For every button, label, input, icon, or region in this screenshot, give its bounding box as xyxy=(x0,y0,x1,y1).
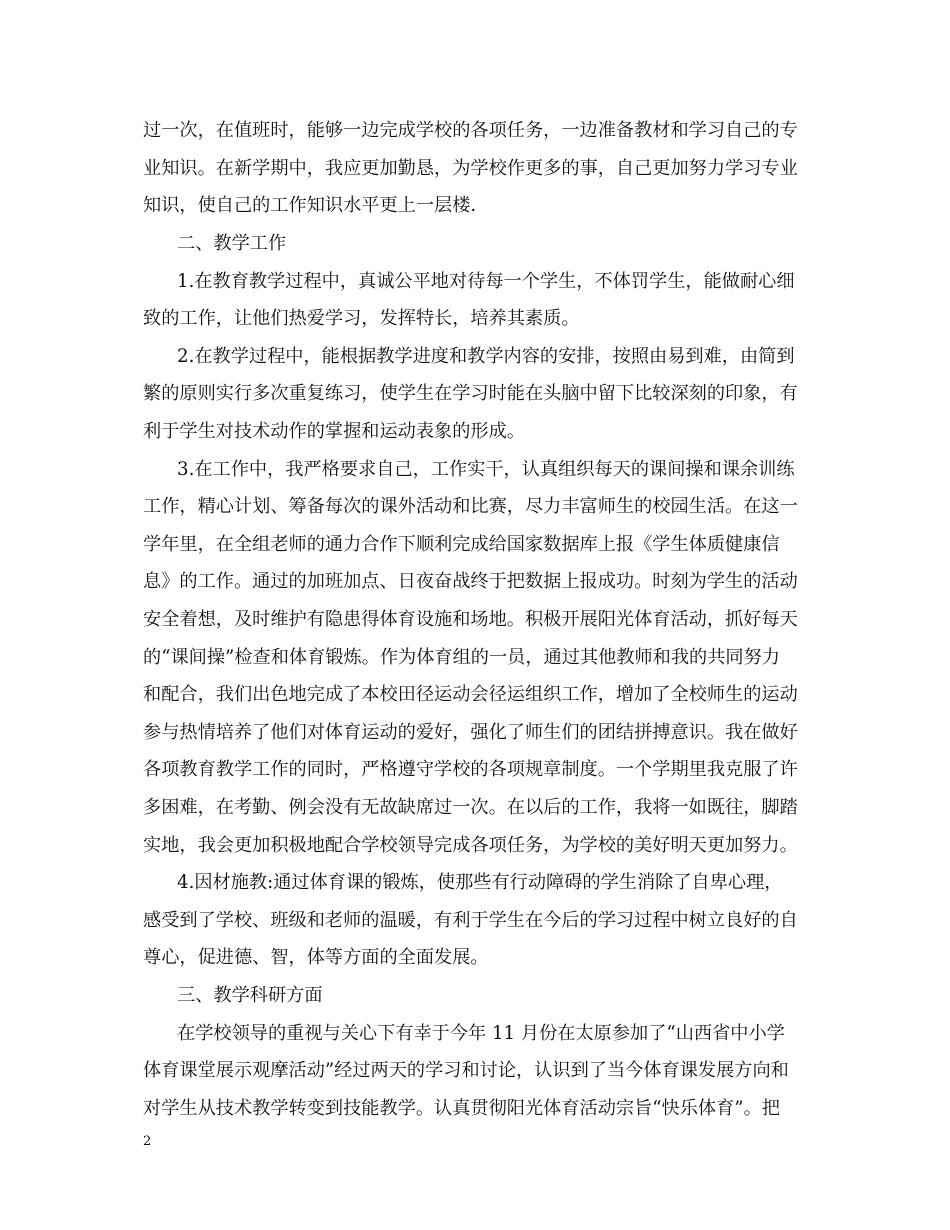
body-text-line: 尊心，促进德、智，体等方面的全面发展。 xyxy=(143,947,489,968)
paragraph-line: 在学校领导的重视与关心下有幸于今年 11 月份在太原参加了“山西省中小学 xyxy=(177,1023,785,1044)
numbered-paragraph-line: 2.在教学过程中，能根据教学进度和教学内容的安排，按照由易到难，由简到 xyxy=(177,346,795,367)
section-heading: 三、教学科研方面 xyxy=(177,985,323,1006)
section-heading: 二、教学工作 xyxy=(177,233,287,254)
body-text-line: 的“课间操”检查和体育锻炼。作为体育组的一员，通过其他教师和我的共同努力 xyxy=(143,647,780,668)
body-text-line: 多困难，在考勤、例会没有无故缺席过一次。在以后的工作，我将一如既往，脚踏 xyxy=(143,797,798,818)
body-text-line: 和配合，我们出色地完成了本校田径运动会径运组织工作，增加了全校师生的运动 xyxy=(143,684,798,705)
body-text-line: 业知识。在新学期中，我应更加勤恳，为学校作更多的事，自己更加努力学习专业 xyxy=(143,158,798,179)
numbered-paragraph-line: 1.在教育教学过程中，真诚公平地对待每一个学生，不体罚学生，能做耐心细 xyxy=(177,271,795,292)
numbered-paragraph-line: 3.在工作中，我严格要求自己，工作实干，认真组织每天的课间操和课余训练 xyxy=(177,459,795,480)
body-text-line: 体育课堂展示观摩活动”经过两天的学习和讨论，认识到了当今体育课发展方向和 xyxy=(143,1060,789,1081)
body-text-line: 工作，精心计划、筹备每次的课外活动和比赛，尽力丰富师生的校园生活。在这一 xyxy=(143,496,798,517)
body-text-line: 利于学生对技术动作的掌握和运动表象的形成。 xyxy=(143,421,525,442)
body-text-line: 参与热情培养了他们对体育运动的爱好，强化了师生们的团结拼搏意识。我在做好 xyxy=(143,722,798,743)
page-number: 2 xyxy=(143,1134,152,1149)
body-text-line: 致的工作，让他们热爱学习，发挥特长，培养其素质。 xyxy=(143,308,580,329)
body-text-line: 繁的原则实行多次重复练习，使学生在学习时能在头脑中留下比较深刻的印象，有 xyxy=(143,383,798,404)
body-text-line: 各项教育教学工作的同时，严格遵守学校的各项规章制度。一个学期里我克服了许 xyxy=(143,759,798,780)
body-text-line: 过一次，在值班时，能够一边完成学校的各项任务，一边准备教材和学习自己的专 xyxy=(143,120,798,141)
body-text-line: 对学生从技术教学转变到技能教学。认真贯彻阳光体育活动宗旨“快乐体育”。把 xyxy=(143,1098,780,1119)
body-text-line: 感受到了学校、班级和老师的温暖，有利于学生在今后的学习过程中树立良好的自 xyxy=(143,910,798,931)
body-text-line: 息》的工作。通过的加班加点、日夜奋战终于把数据上报成功。时刻为学生的活动 xyxy=(143,571,798,592)
body-text-line: 实地，我会更加积极地配合学校领导完成各项任务，为学校的美好明天更加努力。 xyxy=(143,835,798,856)
body-text-line: 安全着想，及时维护有隐患得体育设施和场地。积极开展阳光体育活动，抓好每天 xyxy=(143,609,798,630)
body-text-line: 知识，使自己的工作知识水平更上一层楼. xyxy=(143,195,477,216)
numbered-paragraph-line: 4.因材施教:通过体育课的锻炼，使那些有行动障碍的学生消除了自卑心理， xyxy=(177,872,783,893)
body-text-line: 学年里，在全组老师的通力合作下顺利完成给国家数据库上报《学生体质健康信 xyxy=(143,534,780,555)
